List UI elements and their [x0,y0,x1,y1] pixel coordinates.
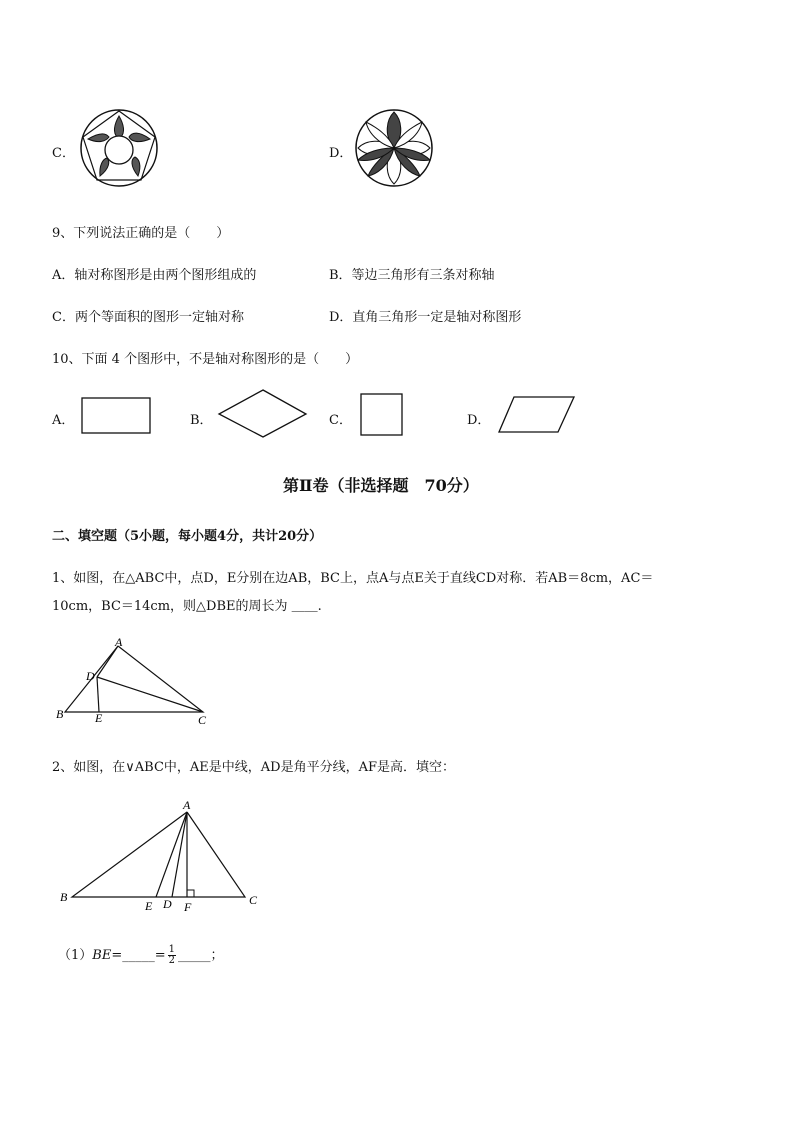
q10-parallelogram-figure [496,394,578,436]
q10-option-b-label[interactable]: B． [190,413,213,428]
q8-figure-d [354,108,436,188]
fill1-label-a: A [115,635,123,649]
q9-option-a[interactable]: A．轴对称图形是由两个图形组成的 [52,268,257,283]
fill2-label-f: F [184,900,192,914]
fill2-label-e: E [145,899,153,913]
fill2-sub1 [58,944,224,966]
fill2-sub1-fraction [168,945,176,966]
q10-option-d-label[interactable]: D． [467,413,491,428]
q10-stem: 10、下面 4 个图形中，不是轴对称图形的是（ ） [52,352,359,367]
section2-title: 二、填空题（5小题，每小题4分，共计20分） [52,529,323,544]
q10-square-figure [358,392,406,438]
fill1-label-d: D [86,669,95,683]
fraction-denominator: 2 [168,955,175,966]
q8-figure-c [78,108,162,188]
fill2-sub1-blank2[interactable]: _____； [178,948,224,963]
fill1-label-e: E [95,711,103,725]
fraction-numerator: 1 [168,944,175,955]
q10-rhombus-figure [216,388,310,440]
fill2-label-a: A [183,798,191,812]
fill1-label-c: C [198,713,207,727]
q10-option-c-label[interactable]: C． [329,413,352,428]
q10-rectangle-figure [80,396,152,436]
fill1-line1: 1、如图，在△ABC中，点D，E分别在边AB，BC上，点A与点E关于直线CD对称．若AB＝8cm，AC＝ [52,571,654,586]
q9-option-b[interactable]: B．等边三角形有三条对称轴 [329,268,495,283]
q9-option-d[interactable]: D．直角三角形一定是轴对称图形 [329,310,522,325]
q8-option-c-label[interactable]: C． [52,146,75,161]
fill1-label-b: B [56,707,64,721]
fill2-sub1-blank1[interactable]: =_____= [111,948,166,963]
q8-option-d-label[interactable]: D． [329,146,353,161]
q10-option-a-label[interactable]: A． [52,413,75,428]
fill2-triangle-figure [56,796,266,916]
part2-title: 第Ⅱ卷（非选择题 70分） [283,476,479,495]
fill2-sub1-prefix: （1） [58,948,93,963]
q9-stem: 9、下列说法正确的是（ ） [52,226,230,241]
fill2-label-c: C [249,893,258,907]
fill1-triangle-figure [52,636,222,732]
fill2-sub1-be: BE [92,948,112,963]
fill2-label-d: D [163,897,172,911]
q9-option-c[interactable]: C．两个等面积的图形一定轴对称 [52,310,244,325]
fill2-label-b: B [60,890,68,904]
fill2-line1: 2、如图，在∨ABC中，AE是中线，AD是角平分线，AF是高．填空： [52,760,456,775]
fill1-line2: 10cm，BC＝14cm，则△DBE的周长为 ＿＿. [52,599,322,614]
